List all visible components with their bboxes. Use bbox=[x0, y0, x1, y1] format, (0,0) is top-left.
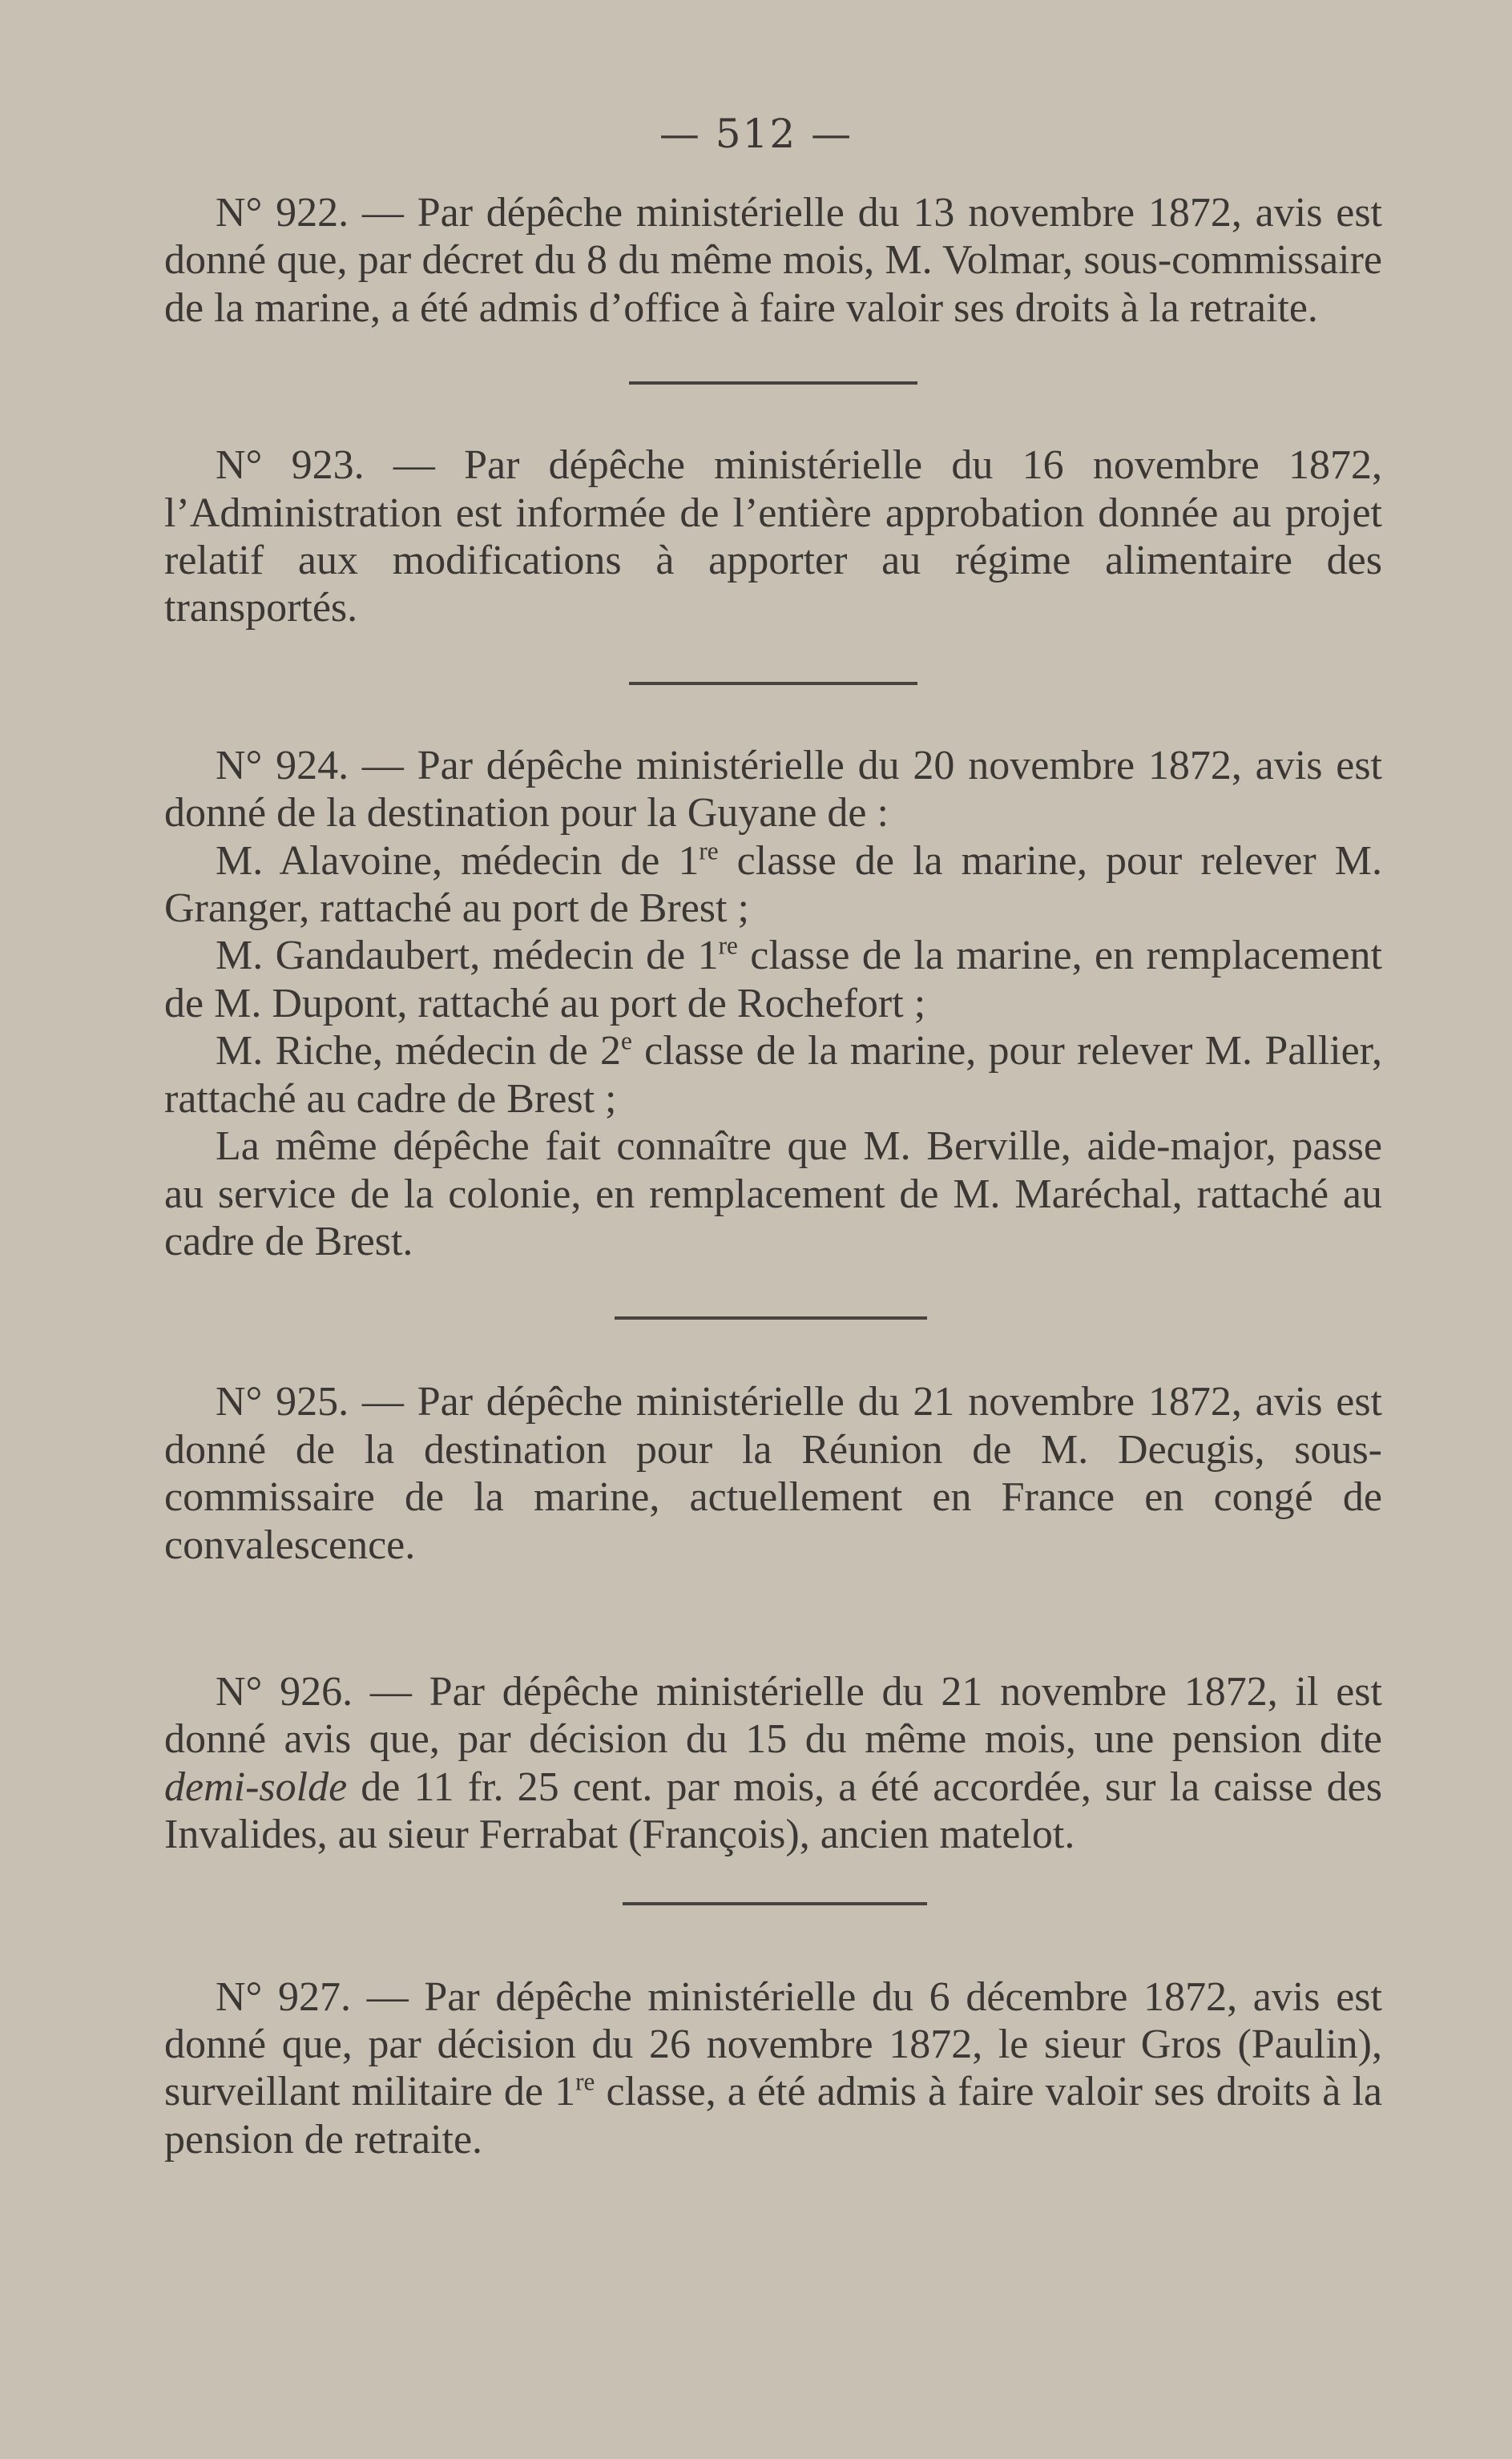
text-run: classe de la marine, pour relever M. Pallier, rattaché au cadre de Brest ; bbox=[164, 1028, 1383, 1122]
spacer bbox=[164, 1569, 1382, 1668]
entry-paragraph: N° 925. — Par dépêche ministérielle du 21 novembre 1872, avis est donné de la destination pour la Réunion de M. Decugis, sous-commissaire de la marine, actuellement en France en congé de convalescence. bbox=[164, 1379, 1382, 1568]
entry-paragraph: N° 924. — Par dépêche ministérielle du 20 novembre 1872, avis est donné de la destination pour la Guyane de : bbox=[164, 742, 1382, 836]
superscript: re bbox=[699, 836, 719, 865]
text-run: M. Riche, médecin de 2 bbox=[216, 1028, 621, 1074]
text-run: de 11 fr. 25 cent. par mois, a été accordée, sur la caisse des Invalides, au sieur Ferrabat (François), ancien matelot. bbox=[164, 1764, 1382, 1858]
text-run: N° 927. — Par dépêche ministérielle du 6 décembre 1872, avis est donné que, par décision du 26 novembre 1872, le sieur Gros (Paulin), surveillant militaire de 1 bbox=[164, 1973, 1382, 2115]
page-number: — 512 — bbox=[659, 111, 853, 157]
text-run: classe de la marine, pour relever M. Granger, rattaché au port de Brest ; bbox=[164, 837, 1382, 932]
separator-rule bbox=[629, 381, 917, 385]
entry-924 bbox=[164, 742, 1382, 1265]
entry-927 bbox=[164, 1973, 1382, 2164]
entry-paragraph bbox=[164, 1973, 1382, 2164]
superscript: re bbox=[575, 2068, 595, 2097]
italic-term: demi-solde bbox=[164, 1764, 348, 1810]
entry-paragraph: N° 923. — Par dépêche ministérielle du 16 novembre 1872, l’Administration est informée de l’entière approbation donnée au projet relatif aux modifications à apporter au régime alimentaire des transportés. bbox=[164, 442, 1382, 631]
entry-paragraph bbox=[164, 1668, 1382, 1859]
text-run: N° 926. — Par dépêche ministérielle du 21 novembre 1872, il est donné avis que, par décision du 15 du même mois, une pension dite bbox=[164, 1668, 1382, 1763]
entry-922 bbox=[164, 189, 1382, 332]
entry-paragraph bbox=[164, 932, 1382, 1027]
entry-923 bbox=[164, 441, 1382, 632]
entry-paragraph bbox=[164, 1027, 1382, 1123]
superscript: re bbox=[718, 932, 738, 961]
text-run: M. Alavoine, médecin de 1 bbox=[216, 837, 700, 884]
text-run: M. Gandaubert, médecin de 1 bbox=[216, 933, 719, 979]
entry-paragraph bbox=[164, 837, 1382, 933]
page-body bbox=[164, 189, 1382, 2163]
text-run: classe, a été admis à faire valoir ses droits à la pension de retraite. bbox=[164, 2069, 1382, 2163]
separator-rule bbox=[615, 1316, 927, 1320]
entry-paragraph: N° 922. — Par dépêche ministérielle du 13 novembre 1872, avis est donné que, par décret du 8 du même mois, M. Volmar, sous-commissaire de la marine, a été admis d’office à faire valoir ses droits à la retraite. bbox=[164, 190, 1382, 331]
separator-rule bbox=[623, 1902, 927, 1905]
separator-rule bbox=[629, 682, 917, 685]
entry-925 bbox=[164, 1378, 1382, 1569]
text-run: classe de la marine, en remplacement de M. Dupont, rattaché au port de Rochefort ; bbox=[164, 933, 1382, 1026]
entry-paragraph: La même dépêche fait connaître que M. Berville, aide-major, passe au service de la colonie, en remplacement de M. Maréchal, rattaché au cadre de Brest. bbox=[164, 1123, 1382, 1264]
entry-926 bbox=[164, 1668, 1382, 1859]
superscript: e bbox=[621, 1026, 632, 1055]
